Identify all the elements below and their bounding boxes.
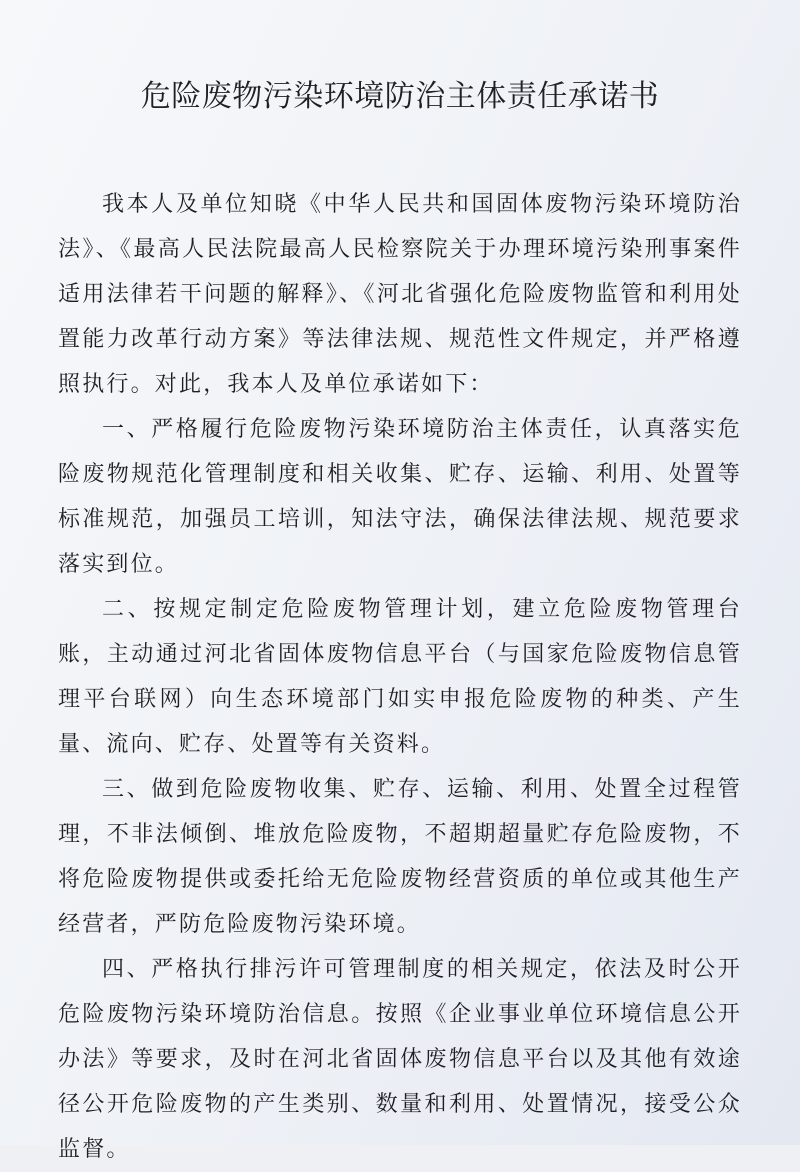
document-title: 危险废物污染环境防治主体责任承诺书 bbox=[140, 79, 660, 114]
paragraph-commitment-1: 一、严格履行危险废物污染环境防治主体责任，认真落实危险废物规范化管理制度和相关收集、贮存、运输、利用、处置等标准规范，加强员工培训，知法守法，确保法律法规、规范要求落实到位。 bbox=[58, 417, 742, 577]
paragraph-commitment-2: 二、按规定制定危险废物管理计划，建立危险废物管理台账，主动通过河北省固体废物信息平台（与国家危险废物信息管理平台联网）向生态环境部门如实申报危险废物的种类、产生量、流向、贮存、处置等有关资料。 bbox=[58, 597, 742, 757]
document-body bbox=[58, 182, 742, 1172]
paragraph-commitment-3: 三、做到危险废物收集、贮存、运输、利用、处置全过程管理，不非法倾倒、堆放危险废物，不超期超量贮存危险废物，不将危险废物提供或委托给无危险废物经营资质的单位或其他生产经营者，严防危险废物污染环境。 bbox=[58, 777, 742, 937]
paragraph-commitment-4: 四、严格执行排污许可管理制度的相关规定，依法及时公开危险废物污染环境防治信息。按照《企业事业单位环境信息公开办法》等要求，及时在河北省固体废物信息平台以及其他有效途径公开危险废物的产生类别、数量和利用、处置情况，接受公众监督。 bbox=[58, 957, 742, 1162]
paragraph-intro: 我本人及单位知晓《中华人民共和国固体废物污染环境防治法》、《最高人民法院最高人民检察院关于办理环境污染刑事案件适用法律若干问题的解释》、《河北省强化危险废物监管和利用处置能力改革行动方案》等法律法规、规范性文件规定，并严格遵照执行。对此，我本人及单位承诺如下： bbox=[58, 192, 742, 397]
